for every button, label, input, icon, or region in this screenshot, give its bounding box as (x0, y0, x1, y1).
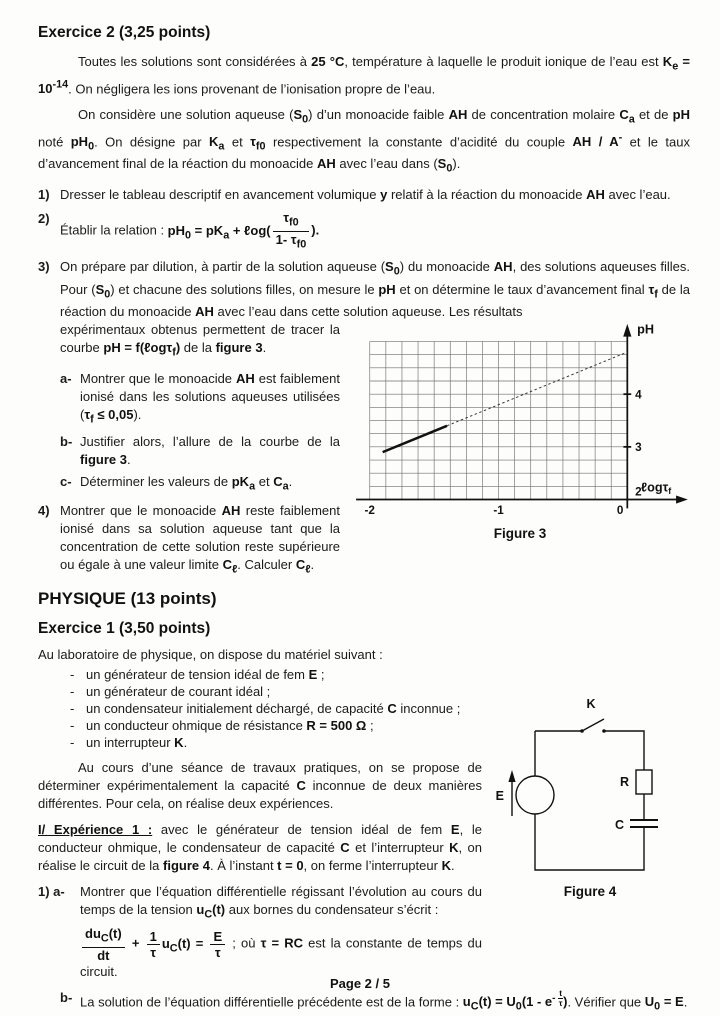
question-3b-number: b- (60, 433, 73, 449)
question-3-text-fullwidth: On prépare par dilution, à partir de la solution aqueuse $(S_0)$ du monoacide AH, des solutions aqueuses filles. Pour $(S_0)$ et chacune des solutions filles, on mesure le pH et on détermine le taux d’avancement final $\tau_f$ de la réaction du monoacide AH avec l’eau dans cette solution aqueuse. Les résultats (60, 259, 690, 320)
phys-question-1a (38, 883, 482, 981)
svg-text:ℓogτf: ℓogτf (640, 481, 672, 497)
question-4 (38, 502, 340, 579)
resistor-label: R (619, 774, 629, 789)
question-2 (38, 210, 690, 252)
material-item: - un conducteur ohmique de résistance R = 500 Ω ; (70, 717, 374, 733)
resistor-symbol (636, 770, 652, 794)
question-4-text: Montrer que le monoacide AH reste faiblement ionisé dans sa solution aqueuse tant que la concentration de cette solution reste supérieure ou égale à une valeur limite $C_\ell$. Calculer $C_\ell$. (60, 503, 340, 576)
question-3b (60, 433, 340, 469)
question-2-formula: Établir la relation : $pH_0 = pK_a$ + ℓog( $\frac{\tau_{f0}}{1- \tau_{f0}}$ ). (60, 210, 320, 251)
phys-question-1b-number: b- (60, 989, 73, 1005)
wire-bottom (535, 814, 644, 870)
wire-top-right (604, 731, 644, 770)
page-number: Page 2 / 5 (330, 976, 390, 991)
question-3b-text: Justifier alors, l’allure de la courbe de la figure 3. (80, 433, 340, 467)
tp-paragraph: Au cours d’une séance de travaux pratiques, on se propose de déterminer expérimentalement la capacité C inconnue de deux manières différentes. Pour cela, on réalise deux expériences. (38, 759, 482, 811)
material-item: - un générateur de courant idéal ; (70, 683, 271, 699)
phys-question-1a-number: 1) a- (38, 883, 65, 899)
material-item: - un condensateur initialement déchargé, de capacité C inconnue ; (70, 700, 461, 716)
svg-text:4: 4 (635, 388, 642, 402)
generator-symbol (516, 776, 554, 814)
svg-text:pH: pH (637, 323, 654, 338)
emf-arrow-head (508, 770, 515, 782)
switch-lever (582, 719, 604, 731)
capacitor-label: C (614, 817, 624, 832)
question-3c-text: Déterminer les valeurs de $pK_a$ et $C_a$. (80, 473, 293, 493)
materials-intro: Au laboratoire de physique, on dispose du matériel suivant : (38, 646, 383, 662)
svg-text:-1: -1 (493, 504, 504, 518)
figure3-block (350, 321, 690, 541)
question-2-number: 2) (38, 211, 50, 227)
figure4-block (490, 694, 690, 899)
figure4-caption: Figure 4 (563, 883, 617, 899)
question-3 (38, 258, 690, 321)
phys-question-1b (60, 989, 690, 1016)
question-3c (60, 473, 340, 496)
svg-text:0: 0 (616, 504, 624, 518)
phys-question-1b-text: La solution de l’équation différentielle précédente est de la forme : $u_C(t) = U_0(1 - e^{- \frac{t}{\tau}}$ ). Vérifier que $U_0 = E$. (80, 987, 688, 1014)
phys-question-1a-text: Montrer que l’équation différentielle régissant l’évolution au cours du temps de la tension $u_C(t)$ aux bornes du condensateur s’écrit : (80, 883, 482, 921)
figure3-caption: Figure 3 (493, 526, 547, 542)
question-3a-text: Montrer que le monoacide AH est faiblement ionisé dans les solutions aqueuses utilisées $(\tau_f \le 0,05)$. (80, 371, 340, 426)
material-item: - un générateur de tension idéal de fem E ; (70, 666, 325, 682)
chem-paragraph-1: Toutes les solutions sont considérées à 25 °C, température à laquelle le produit ionique de l’eau est $K_e = 10^{-14}$. On négligera les ions provenant de l’ionisation propre de l’eau. (38, 54, 690, 96)
exercise1-heading: Exercice 1 (3,50 points) (38, 619, 211, 637)
question-3a-number: a- (60, 371, 72, 386)
physics-region (38, 646, 690, 1016)
question-1-text: Dresser le tableau descriptif en avancement volumique y relatif à la réaction du monoacide AH avec l’eau. (60, 187, 671, 203)
emf-label: E (495, 788, 504, 803)
question-3-number: 3) (38, 259, 50, 275)
figure4-circuit-diagram (490, 694, 680, 879)
material-item: - un interrupteur K. (70, 734, 188, 750)
question-3-region (38, 258, 690, 579)
experience1-paragraph: I/ Expérience 1 : avec le générateur de tension idéal de fem E, le conducteur ohmique, le condensateur de capacité C et l’interrupteur K, on réalise le circuit de la figure 4. À l’instant t = 0, on ferme l’interrupteur K. (38, 821, 483, 873)
exercise2-heading: Exercice 2 (3,25 points) (38, 24, 211, 41)
question-1-number: 1) (38, 187, 50, 203)
switch-contact-right (602, 729, 606, 733)
chem-paragraph-2: On considère une solution aqueuse $(S_0)$ d’un monoacide faible AH de concentration molaire $C_a$ et de pH noté $pH_0$. On désigne par $K_a$ et $\tau_{f0}$ respectivement la constante d’acidité du couple AH / A- et le taux d’avancement final de la réaction du monoacide AH avec l’eau dans $(S_0)$. (38, 106, 690, 176)
question-3c-number: c- (60, 473, 72, 489)
question-1 (38, 186, 690, 204)
physics-heading: PHYSIQUE (13 points) (38, 588, 217, 608)
figure3-graph (350, 321, 690, 521)
svg-text:-2: -2 (364, 504, 375, 518)
phys-question-1a-formula: $\frac{du_C(t)}{dt}$ + $\frac{1}{\tau}$ $u_C(t)$ = $\frac{E}{\tau}$ ; où τ = RC est la constante de temps du circuit. (80, 926, 482, 979)
svg-text:3: 3 (635, 441, 642, 455)
svg-text:2: 2 (635, 486, 642, 500)
question-4-number: 4) (38, 503, 50, 519)
switch-label: K (586, 696, 596, 711)
question-3a (60, 370, 340, 429)
question-3-text-wrapped: expérimentaux obtenus permettent de tracer la courbe pH = f(ℓogτ$_f$) de la figure 3. (60, 322, 340, 359)
